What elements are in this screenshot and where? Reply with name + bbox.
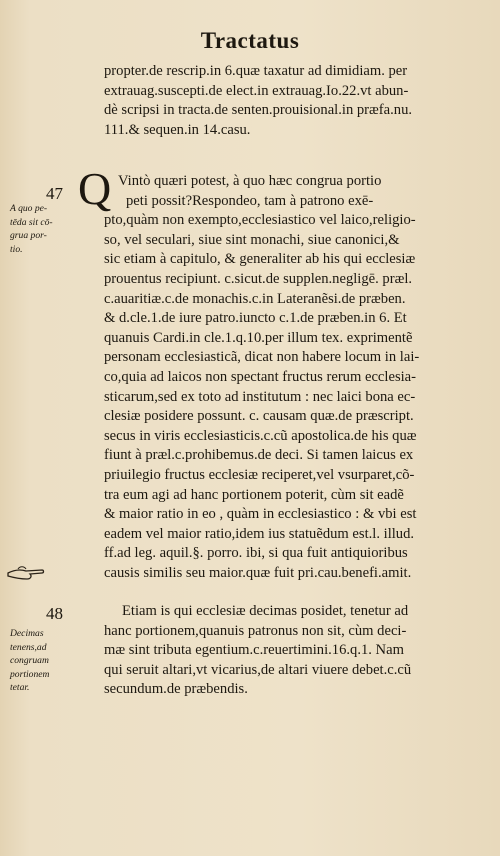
text-line: extrauag.suscepti.de elect.in extrauag.Io.22.vt abun- [104,82,409,99]
section-number-47: 47 [46,184,63,203]
section-number-48: 48 [46,604,63,623]
margin-note-line: Decimas [10,628,44,639]
margin-note-line: tio. [10,243,23,255]
text-line: tra eum agi ad hanc portionem poterit, cùm sit eadẽ [104,486,404,503]
text-line: personam ecclesiasticã, dicat non habere locum in lai- [104,349,420,366]
text-line: pto,quàm non exempto,ecclesiastico vel laico,religio- [104,212,416,229]
text-line: hanc portionem,quanuis patronus non sit, cùm deci- [104,622,407,639]
text-line: mæ sint tributa egentium.c.reuertimini.16.q.1. Nam [104,642,404,659]
margin-note-line: tetar. [10,682,30,693]
text-line: ff.ad leg. aquil.§. porro. ibi, si qua fuit antiquioribus [104,545,408,562]
text-line: fiunt à præl.c.prohibemus.de deci. Si tamen laicus ex [104,447,414,464]
paragraph-continuation [104,62,466,140]
margin-note-line: grua por- [10,230,47,241]
text-line: dè scripsi in tracta.de senten.prouisional.in præfa.nu. [104,102,413,119]
text-line: Vintò quæri potest, à quo hæc congrua portio [118,173,382,189]
text-line: co,quia ad laicos non spectant fructus rerum ecclesia- [104,368,417,385]
text-line: secundum.de præbendis. [104,681,248,698]
margin-note-line: A quo pe- [10,203,48,214]
margin-note-47 [10,202,72,256]
margin-note-line: tenens,ad [10,641,47,653]
paragraph-48 [104,602,466,700]
manicule-icon [6,560,46,582]
text-line: so, vel seculari, siue sint monachi, siue canonici,& [104,231,400,248]
text-line: prouentus recipiunt. c.sicut.de supplen.negligē. præl. [104,270,413,287]
margin-note-line: portionem [10,668,50,680]
text-line: & maior ratio in eo , quàm in ecclesiastico : & vbi est [104,506,417,523]
text-line: eadem vel maior ratio,idem ius statuẽdum est.l. illud. [104,525,415,542]
running-head: Tractatus [200,28,300,53]
dropcap-initial: Q [78,163,112,214]
text-line: propter.de rescrip.in 6.quæ taxatur ad dimidiam. per [104,63,408,79]
text-line: secus in viris ecclesiasticis.c.cũ apostolica.de his quæ [104,427,417,444]
text-line: priuilegio fructus ecclesiæ reciperet,vel vsurparet,cõ- [104,466,415,483]
text-line: clesiæ posidere possunt. c. causam quæ.de præscript. [104,408,414,425]
margin-note-48 [10,627,72,695]
text-line: c.auaritiæ.c.de monachis.c.in Lateranẽsi.de præben. [104,290,406,307]
paragraph-47 [104,172,466,583]
text-line: 111.& sequen.in 14.casu. [104,121,251,138]
text-line: sic etiam à capitulo, & generaliter ab his qui ecclesiæ [104,251,416,268]
text-line: peti possit?Respondeo, tam à patrono exē- [126,192,374,209]
text-line: causis similis seu maior.quæ fuit pri.cau.benefi.amit. [104,564,412,581]
margin-note-line: congruam [10,655,49,666]
margin-note-line: tēda sit cō- [10,216,53,228]
text-line: & d.cle.1.de iure patro.iuncto c.1.de præben.in 6. Et [104,310,407,327]
text-line: quanuis Cardi.in cle.1.q.10.per illum tex. exprimentẽ [104,329,413,346]
text-line: Etiam is qui ecclesiæ decimas posidet, tenetur ad [122,603,409,619]
text-line: qui seruit altari,vt vicarius,de altari viuere debet.c.cũ [104,661,412,678]
text-line: sticarum,sed ex toto ad institutum : nec laici bona ec- [104,388,416,405]
